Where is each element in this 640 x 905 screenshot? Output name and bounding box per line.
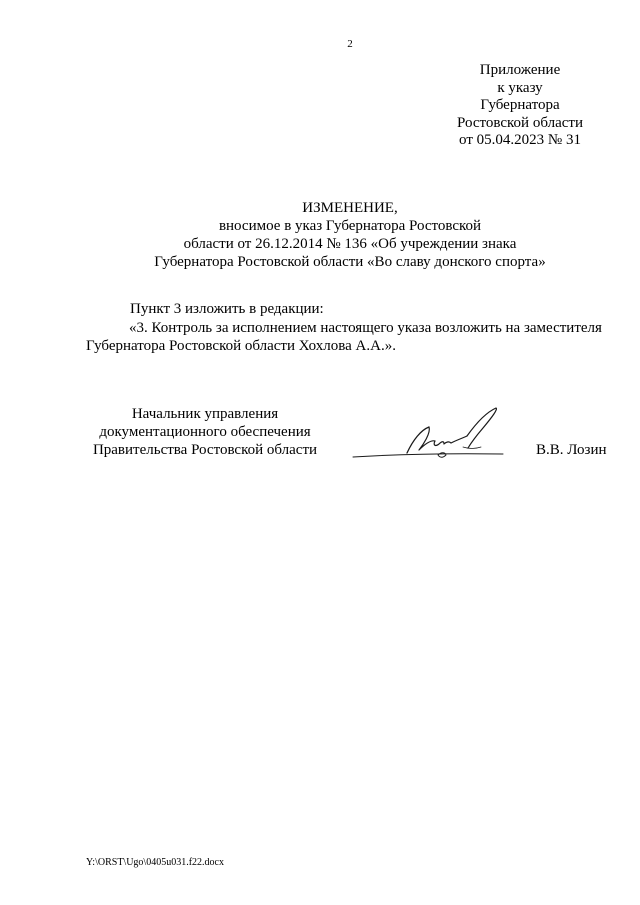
document-title: [0, 199, 640, 271]
title-heading: ИЗМЕНЕНИЕ,: [302, 200, 398, 216]
quoted-text-line-2: Губернатора Ростовской области Хохлова А.А.».: [86, 338, 396, 354]
signer-name: В.В. Лозин: [536, 442, 607, 458]
title-line: области от 26.12.2014 № 136 «Об учреждении знака: [183, 236, 517, 252]
signatory-position: [80, 405, 330, 459]
appendix-line: Ростовской области: [457, 114, 583, 131]
appendix-line: Губернатора: [480, 97, 560, 113]
appendix-line: Приложение: [479, 62, 561, 78]
signatory-position-line: Начальник управления: [131, 406, 279, 422]
title-line: Губернатора Ростовской области «Во славу донского спорта»: [154, 254, 546, 270]
footer-file-path: Y:\ORST\Ugo\0405u031.f22.docx: [86, 857, 224, 868]
appendix-line: от 05.04.2023 № 31: [459, 132, 581, 148]
signatory-position-line: Правительства Ростовской области: [92, 442, 318, 458]
appendix-block: [440, 62, 600, 150]
quoted-text-line-1: «3. Контроль за исполнением настоящего указа возложить на заместителя: [129, 320, 602, 336]
appendix-line: к указу: [497, 79, 543, 96]
title-line: вносимое в указ Губернатора Ростовской: [218, 218, 482, 234]
page-number: 2: [347, 38, 353, 50]
handwritten-signature: [345, 400, 510, 465]
signatory-position-line: документационного обеспечения: [99, 424, 311, 440]
paragraph-intro: Пункт 3 изложить в редакции:: [130, 301, 324, 317]
